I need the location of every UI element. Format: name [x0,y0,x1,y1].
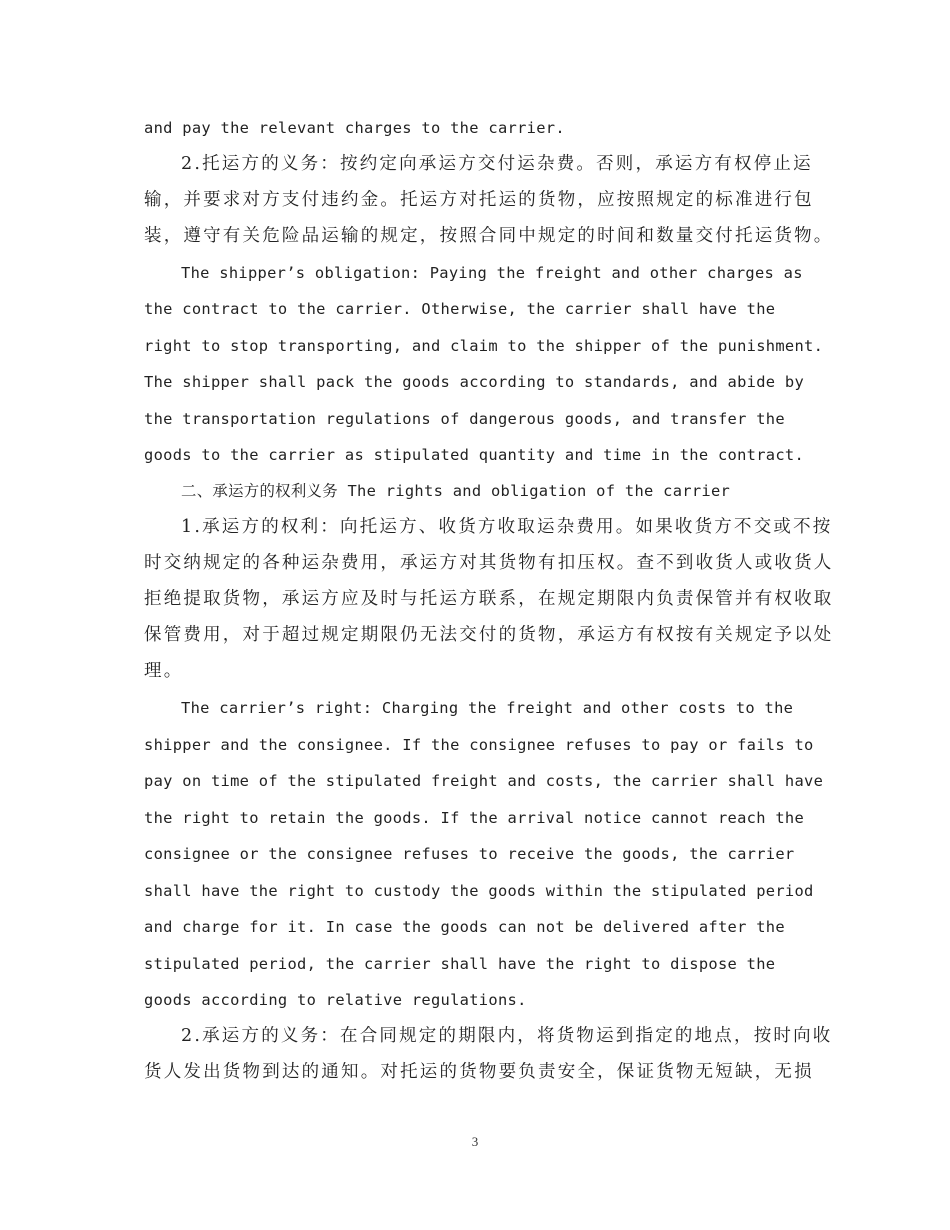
page-number: 3 [471,1134,479,1149]
text-line: goods to the carrier as stipulated quantity and time in the contract. [144,446,805,464]
text-line: The carrier’s right: Charging the freight and other costs to the [181,699,794,717]
text-line: 1.承运方的权利：向托运方、收货方收取运杂费用。如果收货方不交或不按 [181,517,833,537]
text-line: the right to retain the goods. If the arrival notice cannot reach the [144,809,805,827]
text-line: 输，并要求对方支付违约金。托运方对托运的货物，应按照规定的标准进行包 [144,190,814,210]
text-line: goods according to relative regulations. [144,991,527,1009]
text-line: pay on time of the stipulated freight and costs, the carrier shall have [144,772,824,790]
text-line: shipper and the consignee. If the consignee refuses to pay or fails to [144,736,814,754]
section-heading: 二、承运方的权利义务 The rights and obligation of the carrier [181,482,731,500]
text-line: and pay the relevant charges to the carrier. [144,119,565,137]
text-line: the transportation regulations of dangerous goods, and transfer the [144,410,785,428]
text-line: 时交纳规定的各种运杂费用，承运方对其货物有扣压权。查不到收货人或收货人 [144,553,834,573]
text-line: 装，遵守有关危险品运输的规定，按照合同中规定的时间和数量交付托运货物。 [144,226,834,246]
text-line: 货人发出货物到达的通知。对托运的货物要负责安全，保证货物无短缺，无损 [144,1062,814,1082]
text-line: 2.托运方的义务：按约定向承运方交付运杂费。否则，承运方有权停止运 [181,154,813,174]
text-line: 理。 [144,661,184,681]
text-line: the contract to the carrier. Otherwise, the carrier shall have the [144,300,776,318]
text-line: shall have the right to custody the goods within the stipulated period [144,882,814,900]
text-line: right to stop transporting, and claim to the shipper of the punishment. [144,337,824,355]
text-line: stipulated period, the carrier shall have the right to dispose the [144,955,776,973]
text-line: The shipper shall pack the goods according to standards, and abide by [144,373,805,391]
text-line: 保管费用，对于超过规定期限仍无法交付的货物，承运方有权按有关规定予以处 [144,625,834,645]
text-line: 拒绝提取货物，承运方应及时与托运方联系，在规定期限内负责保管并有权收取 [144,589,834,609]
text-line: The shipper’s obligation: Paying the freight and other charges as [181,264,803,282]
text-line: consignee or the consignee refuses to receive the goods, the carrier [144,845,795,863]
text-line: 2.承运方的义务：在合同规定的期限内，将货物运到指定的地点，按时向收 [181,1026,833,1046]
text-line: and charge for it. In case the goods can not be delivered after the [144,918,785,936]
